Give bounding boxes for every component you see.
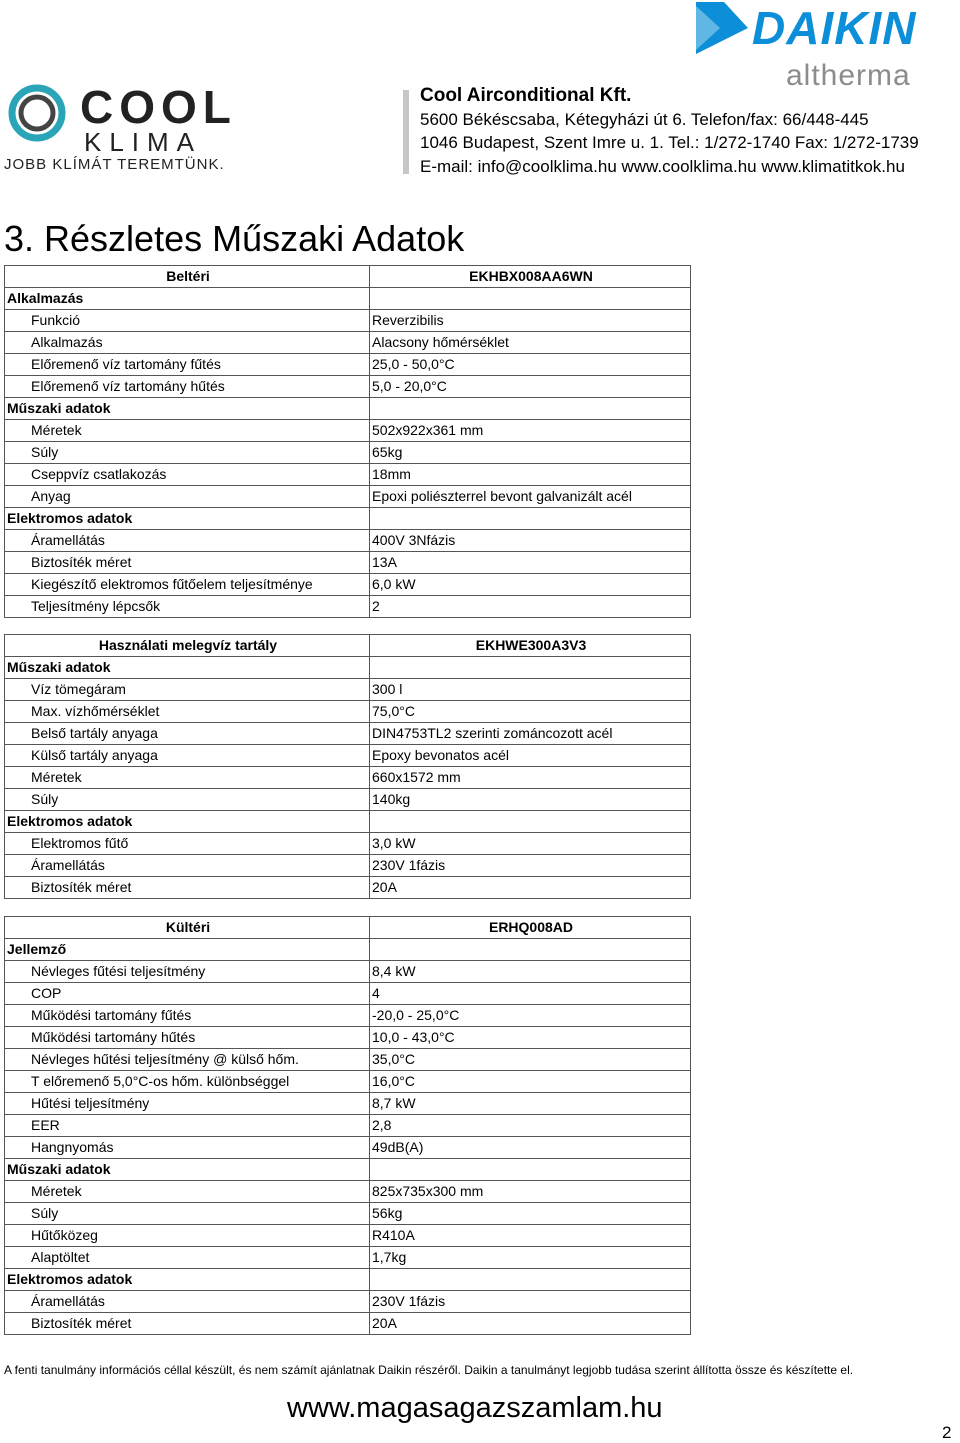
spec-value: 56kg bbox=[370, 1203, 691, 1225]
spec-label: Áramellátás bbox=[5, 1291, 370, 1313]
spec-value: Alacsony hőmérséklet bbox=[370, 332, 691, 354]
spec-label: Hűtési teljesítmény bbox=[5, 1093, 370, 1115]
spec-label: Súly bbox=[5, 442, 370, 464]
spec-label: Névleges hűtési teljesítmény @ külső hőm. bbox=[5, 1049, 370, 1071]
spec-label: Biztosíték méret bbox=[5, 877, 370, 899]
spec-value bbox=[370, 657, 691, 679]
table-row bbox=[5, 877, 691, 899]
table-row bbox=[5, 1225, 691, 1247]
table-row bbox=[5, 745, 691, 767]
company-address-1: 5600 Békéscsaba, Kétegyházi út 6. Telefon/fax: 66/448-445 bbox=[420, 109, 869, 129]
section-label: Elektromos adatok bbox=[5, 508, 370, 530]
spec-value: 660x1572 mm bbox=[370, 767, 691, 789]
section-label: Műszaki adatok bbox=[5, 1159, 370, 1181]
spec-label: Külső tartály anyaga bbox=[5, 745, 370, 767]
table-row bbox=[5, 332, 691, 354]
spec-value: Epoxy bevonatos acél bbox=[370, 745, 691, 767]
spec-label: Működési tartomány fűtés bbox=[5, 1005, 370, 1027]
spec-value: 140kg bbox=[370, 789, 691, 811]
spec-value: 4 bbox=[370, 983, 691, 1005]
table-row bbox=[5, 552, 691, 574]
spec-label: Max. vízhőmérséklet bbox=[5, 701, 370, 723]
spec-label: T előremenő 5,0°C-os hőm. különbséggel bbox=[5, 1071, 370, 1093]
spec-value: 65kg bbox=[370, 442, 691, 464]
spec-label: Méretek bbox=[5, 767, 370, 789]
spec-label: Biztosíték méret bbox=[5, 1313, 370, 1335]
outdoor-unit-table bbox=[4, 916, 691, 1335]
table-row bbox=[5, 1049, 691, 1071]
table-row bbox=[5, 679, 691, 701]
table-row bbox=[5, 310, 691, 332]
spec-label: Elektromos fűtő bbox=[5, 833, 370, 855]
spec-value: 230V 1fázis bbox=[370, 1291, 691, 1313]
spec-label: Súly bbox=[5, 789, 370, 811]
table-row bbox=[5, 376, 691, 398]
spec-label: COP bbox=[5, 983, 370, 1005]
table-row bbox=[5, 530, 691, 552]
table-row bbox=[5, 789, 691, 811]
spec-value bbox=[370, 508, 691, 530]
table-row bbox=[5, 833, 691, 855]
spec-value bbox=[370, 288, 691, 310]
spec-label: Méretek bbox=[5, 420, 370, 442]
spec-value: 49dB(A) bbox=[370, 1137, 691, 1159]
company-info bbox=[420, 84, 960, 178]
spec-label: Áramellátás bbox=[5, 855, 370, 877]
spec-value: 502x922x361 mm bbox=[370, 420, 691, 442]
table-row bbox=[5, 442, 691, 464]
spec-value: 8,4 kW bbox=[370, 961, 691, 983]
table-row bbox=[5, 596, 691, 618]
spec-label: Alkalmazás bbox=[5, 332, 370, 354]
table-row bbox=[5, 855, 691, 877]
table-row bbox=[5, 1313, 691, 1335]
company-name: Cool Airconditional Kft. bbox=[420, 85, 632, 106]
table-row bbox=[5, 1137, 691, 1159]
section-row bbox=[5, 508, 691, 530]
page-number: 2 bbox=[942, 1423, 952, 1442]
spec-value bbox=[370, 811, 691, 833]
section-label: Alkalmazás bbox=[5, 288, 370, 310]
spec-value: 25,0 - 50,0°C bbox=[370, 354, 691, 376]
spec-label: Méretek bbox=[5, 1181, 370, 1203]
spec-label: Névleges fűtési teljesítmény bbox=[5, 961, 370, 983]
spec-value: 230V 1fázis bbox=[370, 855, 691, 877]
spec-label: Belső tartály anyaga bbox=[5, 723, 370, 745]
spec-value: 75,0°C bbox=[370, 701, 691, 723]
spec-label: Hűtőközeg bbox=[5, 1225, 370, 1247]
section-row bbox=[5, 939, 691, 961]
spec-value: 300 l bbox=[370, 679, 691, 701]
cool-wordmark: COOL bbox=[80, 81, 237, 133]
section-label: Műszaki adatok bbox=[5, 398, 370, 420]
spec-label: Előremenő víz tartomány hűtés bbox=[5, 376, 370, 398]
spec-label: Működési tartomány hűtés bbox=[5, 1027, 370, 1049]
cool-ring-icon bbox=[8, 84, 66, 142]
table-header-row bbox=[5, 917, 691, 939]
model-code: EKHWE300A3V3 bbox=[370, 635, 691, 657]
spec-value: 8,7 kW bbox=[370, 1093, 691, 1115]
table-row bbox=[5, 1115, 691, 1137]
spec-value: 2 bbox=[370, 596, 691, 618]
cool-klima-logo bbox=[2, 82, 272, 178]
section-row bbox=[5, 657, 691, 679]
spec-value bbox=[370, 1159, 691, 1181]
spec-value bbox=[370, 398, 691, 420]
spec-label: Súly bbox=[5, 1203, 370, 1225]
daikin-wordmark: DAIKIN bbox=[752, 2, 917, 54]
spec-value: -20,0 - 25,0°C bbox=[370, 1005, 691, 1027]
table-row bbox=[5, 486, 691, 508]
table-row bbox=[5, 1093, 691, 1115]
section-label: Jellemző bbox=[5, 939, 370, 961]
table-row bbox=[5, 1181, 691, 1203]
spec-value: 2,8 bbox=[370, 1115, 691, 1137]
model-code: ERHQ008AD bbox=[370, 917, 691, 939]
indoor-unit-table bbox=[4, 265, 691, 618]
section-row bbox=[5, 811, 691, 833]
spec-value bbox=[370, 1269, 691, 1291]
spec-value: 20A bbox=[370, 1313, 691, 1335]
spec-value: 10,0 - 43,0°C bbox=[370, 1027, 691, 1049]
table-row bbox=[5, 1247, 691, 1269]
table-row bbox=[5, 420, 691, 442]
altherma-wordmark: altherma bbox=[786, 59, 911, 92]
section-row bbox=[5, 288, 691, 310]
spec-value: 825x735x300 mm bbox=[370, 1181, 691, 1203]
spec-label: Víz tömegáram bbox=[5, 679, 370, 701]
spec-value: Reverzibilis bbox=[370, 310, 691, 332]
klima-wordmark: KLIMA bbox=[84, 127, 203, 157]
spec-value: DIN4753TL2 szerinti zománcozott acél bbox=[370, 723, 691, 745]
spec-label: Funkció bbox=[5, 310, 370, 332]
section-label: Műszaki adatok bbox=[5, 657, 370, 679]
company-contact: E-mail: info@coolklima.hu www.coolklima.hu www.klimatitkok.hu bbox=[420, 156, 905, 176]
website-link[interactable]: www.magasagazszamlam.hu bbox=[287, 1392, 663, 1424]
page-title: 3. Részletes Műszaki Adatok bbox=[4, 218, 465, 259]
spec-value: 5,0 - 20,0°C bbox=[370, 376, 691, 398]
table-title: Beltéri bbox=[5, 266, 370, 288]
model-code: EKHBX008AA6WN bbox=[370, 266, 691, 288]
spec-label: Cseppvíz csatlakozás bbox=[5, 464, 370, 486]
spec-value: 3,0 kW bbox=[370, 833, 691, 855]
table-row bbox=[5, 983, 691, 1005]
daikin-logo bbox=[694, 2, 958, 54]
table-title: Kültéri bbox=[5, 917, 370, 939]
spec-value: 6,0 kW bbox=[370, 574, 691, 596]
table-header-row bbox=[5, 266, 691, 288]
table-header-row bbox=[5, 635, 691, 657]
spec-label: Áramellátás bbox=[5, 530, 370, 552]
section-row bbox=[5, 1159, 691, 1181]
spec-label: Előremenő víz tartomány fűtés bbox=[5, 354, 370, 376]
table-row bbox=[5, 464, 691, 486]
table-row bbox=[5, 1203, 691, 1225]
section-row bbox=[5, 398, 691, 420]
spec-label: Hangnyomás bbox=[5, 1137, 370, 1159]
spec-label: Teljesítmény lépcsők bbox=[5, 596, 370, 618]
spec-value bbox=[370, 939, 691, 961]
company-address-2: 1046 Budapest, Szent Imre u. 1. Tel.: 1/272-1740 Fax: 1/272-1739 bbox=[420, 133, 919, 152]
spec-label: Biztosíték méret bbox=[5, 552, 370, 574]
spec-value: 16,0°C bbox=[370, 1071, 691, 1093]
table-title: Használati melegvíz tartály bbox=[5, 635, 370, 657]
spec-value: 18mm bbox=[370, 464, 691, 486]
disclaimer: A fenti tanulmány információs céllal készült, és nem számít ajánlatnak Daikin részéről. Daikin a tanulmányt legjobb tudása szerint állította össze és készítette el. bbox=[4, 1363, 854, 1377]
spec-value: 35,0°C bbox=[370, 1049, 691, 1071]
table-row bbox=[5, 723, 691, 745]
table-row bbox=[5, 1027, 691, 1049]
header-divider bbox=[403, 90, 409, 174]
slogan: JOBB KLÍMÁT TEREMTÜNK. bbox=[4, 156, 225, 173]
dhw-tank-table bbox=[4, 634, 691, 899]
spec-value: 400V 3Nfázis bbox=[370, 530, 691, 552]
table-row bbox=[5, 1071, 691, 1093]
spec-label: EER bbox=[5, 1115, 370, 1137]
spec-value: 1,7kg bbox=[370, 1247, 691, 1269]
table-row bbox=[5, 574, 691, 596]
spec-label: Anyag bbox=[5, 486, 370, 508]
section-row bbox=[5, 1269, 691, 1291]
table-row bbox=[5, 1291, 691, 1313]
table-row bbox=[5, 354, 691, 376]
spec-value: 13A bbox=[370, 552, 691, 574]
spec-label: Kiegészítő elektromos fűtőelem teljesítménye bbox=[5, 574, 370, 596]
table-row bbox=[5, 767, 691, 789]
daikin-triangle-icon bbox=[694, 2, 750, 54]
table-row bbox=[5, 961, 691, 983]
section-label: Elektromos adatok bbox=[5, 811, 370, 833]
table-row bbox=[5, 701, 691, 723]
spec-label: Alaptöltet bbox=[5, 1247, 370, 1269]
table-row bbox=[5, 1005, 691, 1027]
spec-value: Epoxi poliészterrel bevont galvanizált acél bbox=[370, 486, 691, 508]
spec-value: 20A bbox=[370, 877, 691, 899]
spec-value: R410A bbox=[370, 1225, 691, 1247]
section-label: Elektromos adatok bbox=[5, 1269, 370, 1291]
